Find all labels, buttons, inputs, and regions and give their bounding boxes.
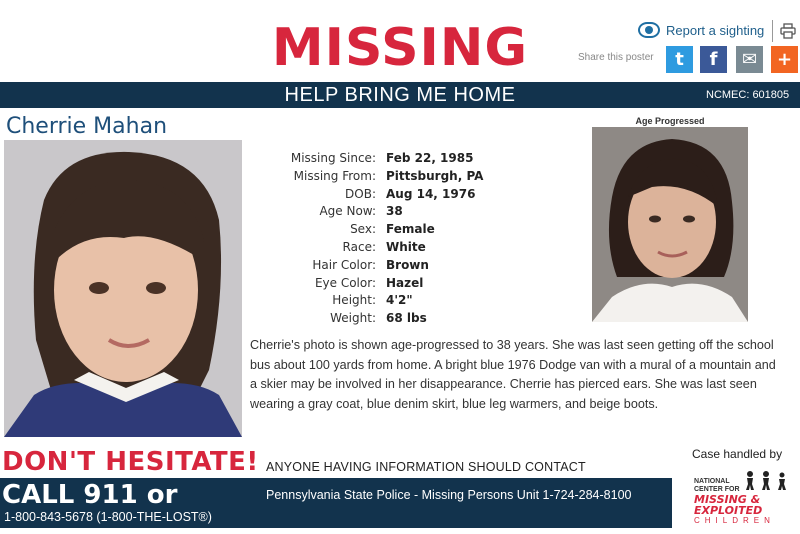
detail-value: Feb 22, 1985 xyxy=(386,151,474,165)
detail-value: Hazel xyxy=(386,275,424,290)
description-line: Cherrie's photo is shown age-progressed to 38 years. She was last seen getting off the school xyxy=(250,338,774,352)
logo-line-exploited: EXPLOITED xyxy=(694,504,763,517)
ncmec-case-number: NCMEC: 601805 xyxy=(706,89,790,101)
detail-row xyxy=(260,275,580,293)
share-label: Share this poster xyxy=(578,52,654,63)
mail-icon: ✉ xyxy=(741,49,758,70)
detail-label: Missing Since: xyxy=(290,151,376,165)
detail-value: Pittsburgh, PA xyxy=(386,168,484,183)
detail-label: Eye Color: xyxy=(314,275,376,290)
detail-row xyxy=(260,257,580,275)
detail-value: Female xyxy=(386,222,435,237)
detail-label: Missing From: xyxy=(293,168,376,183)
logo-line-missing: MISSING & xyxy=(694,493,761,506)
detail-row xyxy=(260,310,580,328)
facebook-share-button[interactable] xyxy=(700,46,727,73)
child-photo xyxy=(4,140,242,437)
description-line: a skier may be involved in her disappearance. Cherrie has pierced ears. She was last seen xyxy=(250,377,757,391)
plus-icon: + xyxy=(776,49,793,70)
report-sighting-label: Report a sighting xyxy=(666,22,765,38)
case-handled-label: Case handled by xyxy=(692,447,783,461)
person-name: Cherrie Mahan xyxy=(6,114,168,139)
detail-row xyxy=(260,186,580,204)
detail-value: Brown xyxy=(386,257,429,272)
logo-line-national: NATIONAL xyxy=(694,478,730,485)
detail-value: 68 lbs xyxy=(386,311,427,326)
age-progressed-photo xyxy=(592,127,748,322)
contact-instruction: ANYONE HAVING INFORMATION SHOULD CONTACT xyxy=(266,460,586,474)
police-contact: Pennsylvania State Police - Missing Persons Unit 1-724-284-8100 xyxy=(266,488,632,502)
detail-label: Sex: xyxy=(350,222,376,237)
dont-hesitate-heading: DON'T HESITATE! xyxy=(2,447,259,477)
age-progressed-label: Age Progressed xyxy=(635,116,705,126)
header-divider xyxy=(772,20,773,42)
detail-label: DOB: xyxy=(345,186,376,201)
detail-label: Race: xyxy=(342,239,376,254)
logo-line-children: CHILDREN xyxy=(694,516,775,525)
eye-icon xyxy=(638,22,660,38)
detail-row xyxy=(260,150,580,168)
detail-label: Hair Color: xyxy=(312,257,376,272)
detail-value: 38 xyxy=(386,204,403,219)
detail-value: 4'2" xyxy=(386,293,413,308)
twitter-icon: t xyxy=(675,49,684,70)
detail-label: Weight: xyxy=(330,311,376,326)
poster-title: MISSING xyxy=(271,18,529,78)
banner-text: HELP BRING ME HOME xyxy=(284,84,516,106)
detail-row xyxy=(260,168,580,186)
detail-row xyxy=(260,203,580,221)
hotline-number: 1-800-843-5678 (1-800-THE-LOST®) xyxy=(4,510,212,524)
detail-label: Height: xyxy=(332,293,376,308)
detail-row xyxy=(260,221,580,239)
call-911-text: CALL 911 or xyxy=(2,480,178,510)
ncmec-logo xyxy=(694,470,798,530)
email-share-button[interactable] xyxy=(736,46,763,73)
logo-line-center: CENTER FOR xyxy=(694,486,740,493)
description-line: wearing a gray coat, blue denim skirt, blue leg warmers, and beige boots. xyxy=(250,396,659,411)
detail-value: Aug 14, 1976 xyxy=(386,186,476,201)
description-line: bus about 100 yards from home. A bright blue 1976 Dodge van with a mural of a mountain and xyxy=(250,357,776,372)
print-icon[interactable] xyxy=(780,23,796,39)
case-description xyxy=(250,336,790,414)
more-share-button[interactable] xyxy=(771,46,798,73)
detail-label: Age Now: xyxy=(319,204,376,219)
twitter-share-button[interactable] xyxy=(666,46,693,73)
details-list xyxy=(260,150,580,328)
facebook-icon: f xyxy=(709,49,718,70)
report-sighting-link[interactable] xyxy=(638,22,764,38)
detail-row xyxy=(260,239,580,257)
detail-row xyxy=(260,292,580,310)
detail-value: White xyxy=(386,239,426,254)
